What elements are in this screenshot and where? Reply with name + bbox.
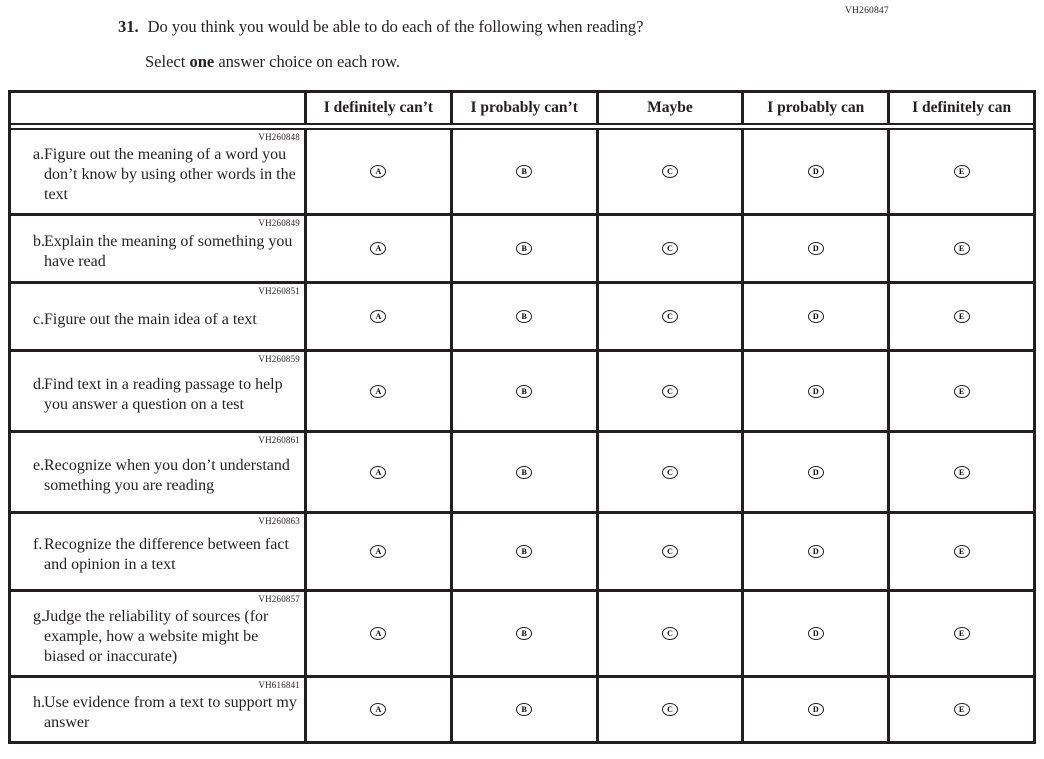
- row-letter: h.: [33, 694, 45, 711]
- option-bubble-A[interactable]: A: [370, 385, 386, 398]
- row-letter: c.: [33, 311, 45, 328]
- option-cell-e: [887, 130, 1033, 213]
- option-bubble-C[interactable]: C: [662, 703, 678, 716]
- option-bubble-D[interactable]: D: [808, 165, 824, 178]
- table-row: [11, 675, 1033, 741]
- form-code: VH260847: [845, 6, 889, 16]
- option-cell-a: [304, 216, 450, 281]
- item-code: VH260859: [258, 354, 300, 364]
- option-bubble-C[interactable]: C: [662, 310, 678, 323]
- option-cell-e: [887, 216, 1033, 281]
- header-definitely-can: I definitely can: [887, 93, 1033, 123]
- option-bubble-D[interactable]: D: [808, 703, 824, 716]
- item-code: VH260863: [258, 516, 300, 526]
- option-cell-d: [741, 284, 887, 349]
- option-cell-c: [596, 352, 742, 430]
- item-code: VH260861: [258, 435, 300, 445]
- option-bubble-C[interactable]: C: [662, 242, 678, 255]
- option-cell-c: [596, 433, 742, 511]
- row-letter: f.: [33, 536, 43, 553]
- option-cell-a: [304, 284, 450, 349]
- option-bubble-B[interactable]: B: [516, 165, 532, 178]
- option-bubble-D[interactable]: D: [808, 466, 824, 479]
- option-cell-a: [304, 352, 450, 430]
- table-row: [11, 589, 1033, 675]
- option-bubble-B[interactable]: B: [516, 627, 532, 640]
- instruction-suffix: answer choice on each row.: [214, 52, 401, 71]
- question-text: Do you think you would be able to do each of the following when reading?: [147, 17, 644, 36]
- row-text: Judge the reliability of sources (for example, how a website might be biased or inaccurate): [44, 608, 269, 665]
- row-text: Figure out the meaning of a word you don’t know by using other words in the text: [44, 146, 296, 203]
- item-code: VH260851: [258, 286, 300, 296]
- header-probably-can: I probably can: [741, 93, 887, 123]
- option-bubble-C[interactable]: C: [662, 466, 678, 479]
- option-bubble-D[interactable]: D: [808, 242, 824, 255]
- option-cell-e: [887, 514, 1033, 589]
- row-letter: d.: [33, 375, 45, 393]
- row-text: Figure out the main idea of a text: [44, 311, 257, 328]
- option-cell-c: [596, 678, 742, 741]
- answer-matrix-table: [8, 90, 1036, 744]
- option-cell-e: [887, 433, 1033, 511]
- stem-cell: [11, 433, 304, 511]
- option-cell-c: [596, 216, 742, 281]
- option-cell-b: [450, 592, 596, 675]
- header-stem-blank: [11, 93, 304, 123]
- option-cell-d: [741, 678, 887, 741]
- table-row: [11, 281, 1033, 349]
- instruction-line: [145, 51, 400, 73]
- option-cell-e: [887, 284, 1033, 349]
- question-number: 31.: [118, 17, 139, 36]
- option-cell-d: [741, 433, 887, 511]
- option-cell-d: [741, 514, 887, 589]
- option-cell-a: [304, 592, 450, 675]
- option-cell-b: [450, 216, 596, 281]
- row-text: Use evidence from a text to support my answer: [44, 694, 297, 731]
- option-cell-c: [596, 592, 742, 675]
- option-bubble-E[interactable]: E: [954, 165, 970, 178]
- option-cell-b: [450, 678, 596, 741]
- row-letter: b.: [33, 233, 45, 250]
- option-cell-e: [887, 678, 1033, 741]
- table-header-row: [11, 93, 1033, 130]
- item-code: VH616841: [258, 680, 300, 690]
- header-definitely-cant: I definitely can’t: [304, 93, 450, 123]
- option-bubble-E[interactable]: E: [954, 545, 970, 558]
- option-bubble-B[interactable]: B: [516, 703, 532, 716]
- option-cell-d: [741, 592, 887, 675]
- option-bubble-D[interactable]: D: [808, 545, 824, 558]
- option-bubble-D[interactable]: D: [808, 385, 824, 398]
- stem-cell: [11, 216, 304, 281]
- instruction-prefix: Select: [145, 52, 190, 71]
- table-row: [11, 430, 1033, 511]
- table-row: [11, 130, 1033, 213]
- option-cell-b: [450, 130, 596, 213]
- option-bubble-D[interactable]: D: [808, 627, 824, 640]
- stem-cell: [11, 284, 304, 349]
- option-cell-c: [596, 284, 742, 349]
- option-bubble-A[interactable]: A: [370, 165, 386, 178]
- option-bubble-A[interactable]: A: [370, 545, 386, 558]
- option-cell-d: [741, 352, 887, 430]
- option-cell-b: [450, 352, 596, 430]
- row-text: Recognize when you don’t understand something you are reading: [44, 456, 290, 494]
- option-bubble-E[interactable]: E: [954, 310, 970, 323]
- item-code: VH260857: [258, 594, 300, 604]
- item-code: VH260849: [258, 218, 300, 228]
- option-cell-a: [304, 433, 450, 511]
- row-text: Recognize the difference between fact and opinion in a text: [44, 536, 289, 573]
- header-probably-cant: I probably can’t: [450, 93, 596, 123]
- option-bubble-A[interactable]: A: [370, 466, 386, 479]
- question-line: [118, 16, 643, 38]
- option-cell-d: [741, 130, 887, 213]
- instruction-bold: one: [189, 52, 215, 71]
- option-cell-a: [304, 130, 450, 213]
- option-bubble-E[interactable]: E: [954, 703, 970, 716]
- row-text: Explain the meaning of something you have read: [44, 233, 293, 270]
- option-bubble-B[interactable]: B: [516, 242, 532, 255]
- option-bubble-C[interactable]: C: [662, 545, 678, 558]
- option-bubble-E[interactable]: E: [954, 466, 970, 479]
- option-cell-a: [304, 678, 450, 741]
- option-bubble-C[interactable]: C: [662, 385, 678, 398]
- table-row: [11, 511, 1033, 589]
- option-bubble-E[interactable]: E: [954, 627, 970, 640]
- table-row: [11, 213, 1033, 281]
- option-bubble-A[interactable]: A: [370, 703, 386, 716]
- option-bubble-C[interactable]: C: [662, 627, 678, 640]
- option-bubble-C[interactable]: C: [662, 165, 678, 178]
- stem-cell: [11, 592, 304, 675]
- stem-cell: [11, 678, 304, 741]
- option-bubble-A[interactable]: A: [370, 310, 386, 323]
- stem-cell: [11, 352, 304, 430]
- option-bubble-A[interactable]: A: [370, 242, 386, 255]
- option-bubble-B[interactable]: B: [516, 466, 532, 479]
- row-letter: e.: [33, 456, 45, 474]
- row-text: Find text in a reading passage to help you answer a question on a test: [44, 375, 283, 413]
- option-bubble-A[interactable]: A: [370, 627, 386, 640]
- option-cell-e: [887, 592, 1033, 675]
- option-bubble-B[interactable]: B: [516, 385, 532, 398]
- option-bubble-E[interactable]: E: [954, 385, 970, 398]
- option-bubble-E[interactable]: E: [954, 242, 970, 255]
- row-letter: g.: [33, 608, 45, 625]
- option-cell-a: [304, 514, 450, 589]
- option-bubble-B[interactable]: B: [516, 310, 532, 323]
- option-cell-b: [450, 284, 596, 349]
- item-code: VH260848: [258, 132, 300, 142]
- option-bubble-D[interactable]: D: [808, 310, 824, 323]
- header-maybe: Maybe: [596, 93, 742, 123]
- table-row: [11, 349, 1033, 430]
- stem-cell: [11, 130, 304, 213]
- stem-cell: [11, 514, 304, 589]
- option-cell-c: [596, 514, 742, 589]
- option-cell-b: [450, 433, 596, 511]
- option-cell-e: [887, 352, 1033, 430]
- row-letter: a.: [33, 146, 45, 163]
- option-cell-b: [450, 514, 596, 589]
- option-bubble-B[interactable]: B: [516, 545, 532, 558]
- option-cell-d: [741, 216, 887, 281]
- option-cell-c: [596, 130, 742, 213]
